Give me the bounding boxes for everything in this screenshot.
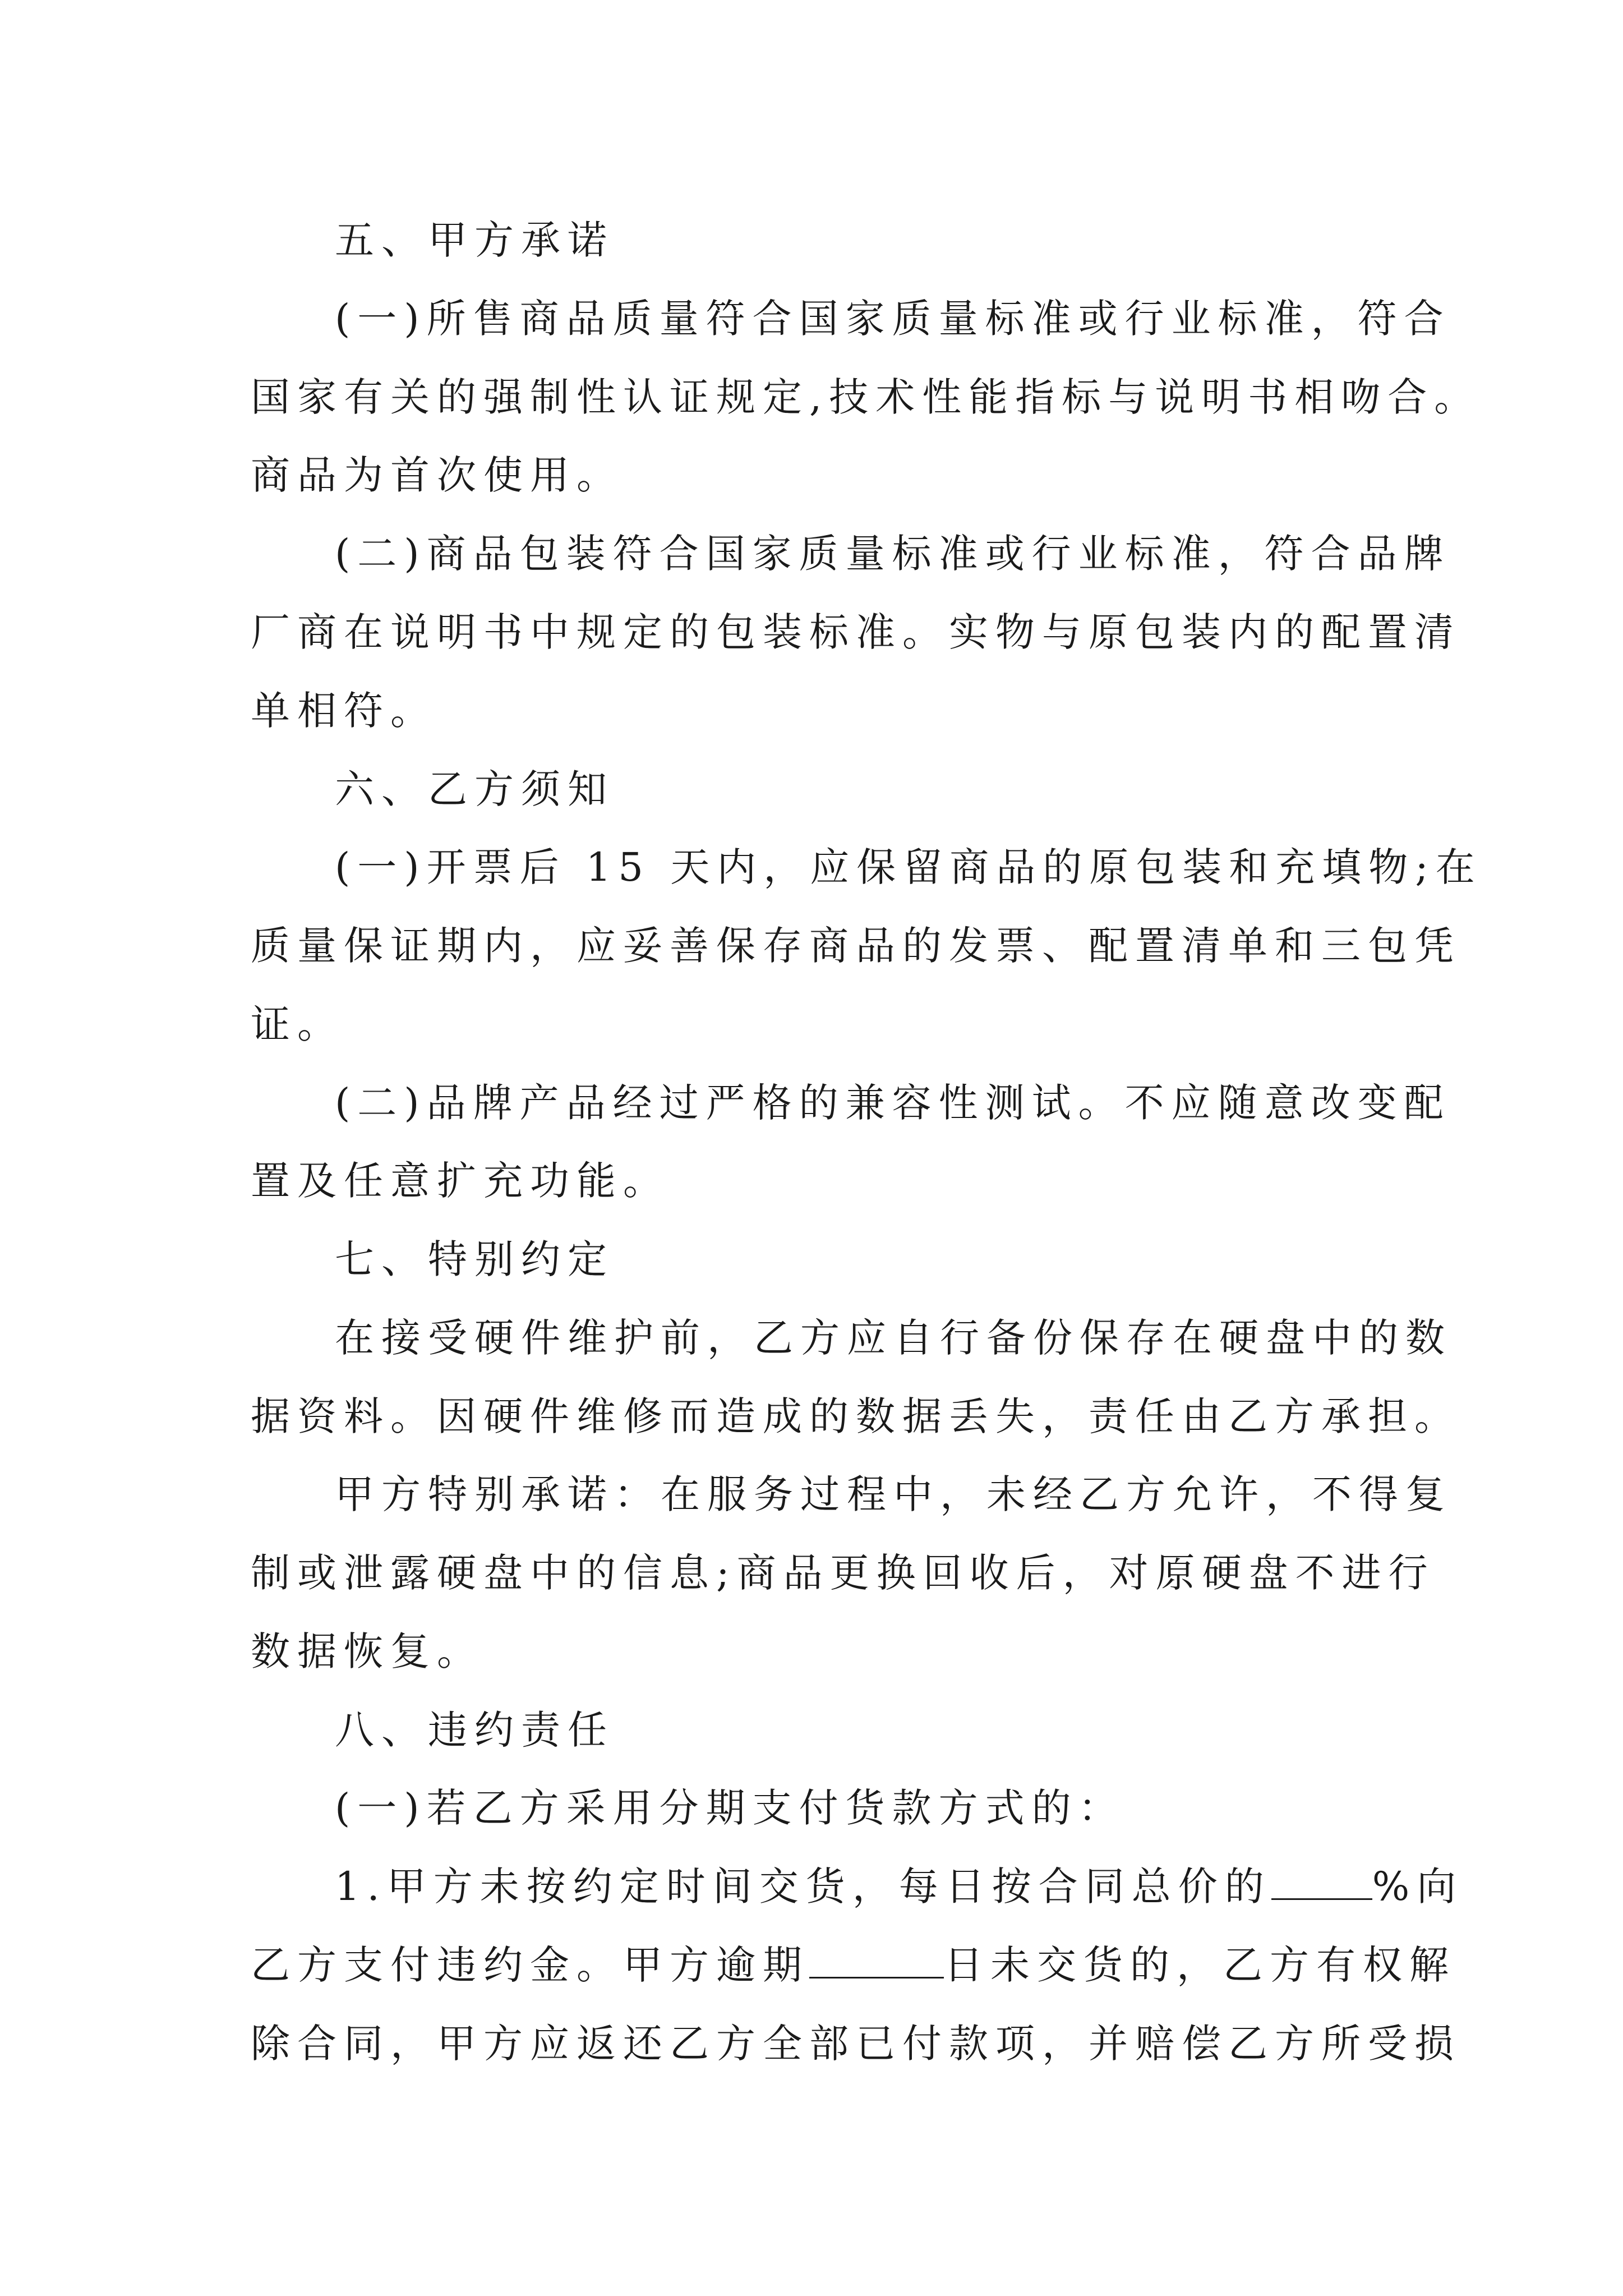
fill-in-blank — [1271, 1864, 1372, 1900]
section-heading-6: 六、乙方须知 — [335, 766, 614, 812]
paragraph-line: 据资料。因硬件维修而造成的数据丢失，责任由乙方承担。 — [251, 1393, 1461, 1439]
paragraph-line: 单相符。 — [251, 688, 437, 734]
paragraph-line: 厂商在说明书中规定的包装标准。实物与原包装内的配置清 — [251, 609, 1461, 655]
paragraph-line: 质量保证期内，应妥善保存商品的发票、配置清单和三包凭 — [251, 923, 1461, 969]
paragraph-line: 商品为首次使用。 — [251, 452, 623, 498]
line-text: %向 — [1372, 1864, 1464, 1910]
section-heading-8: 八、违约责任 — [335, 1707, 614, 1753]
paragraph-line: 制或泄露硬盘中的信息;商品更换回收后，对原硬盘不进行 — [251, 1550, 1435, 1596]
paragraph-line: (一)开票后 15 天内，应保留商品的原包装和充填物;在 — [335, 844, 1482, 890]
section-heading-7: 七、特别约定 — [335, 1236, 614, 1282]
paragraph-line: (一)所售商品质量符合国家质量标准或行业标准，符合 — [335, 296, 1451, 342]
paragraph-line: 证。 — [251, 1001, 344, 1047]
paragraph-line: 数据恢复。 — [251, 1628, 483, 1674]
line-text: 1.甲方未按约定时间交货，每日按合同总价的 — [335, 1864, 1271, 1910]
paragraph-line-with-blank — [251, 1937, 1456, 1993]
paragraph-line: 甲方特别承诺：在服务过程中，未经乙方允许，不得复 — [335, 1471, 1452, 1517]
paragraph-line: (二)商品包装符合国家质量标准或行业标准，符合品牌 — [335, 531, 1451, 577]
line-text: 日未交货的，乙方有权解 — [944, 1942, 1456, 1988]
paragraph-line: (一)若乙方采用分期支付货款方式的： — [335, 1785, 1125, 1831]
paragraph-line: 在接受硬件维护前，乙方应自行备份保存在硬盘中的数 — [335, 1315, 1452, 1361]
fill-in-blank — [809, 1942, 944, 1978]
paragraph-line: 国家有关的强制性认证规定,技术性能指标与说明书相吻合。 — [251, 374, 1481, 420]
paragraph-line: 除合同，甲方应返还乙方全部已付款项，并赔偿乙方所受损 — [251, 2021, 1461, 2067]
section-heading-5: 五、甲方承诺 — [335, 217, 614, 263]
paragraph-line-with-blank — [335, 1858, 1463, 1915]
paragraph-line: 置及任意扩充功能。 — [251, 1158, 670, 1204]
line-text: 乙方支付违约金。甲方逾期 — [251, 1942, 809, 1988]
paragraph-line: (二)品牌产品经过严格的兼容性测试。不应随意改变配 — [335, 1080, 1451, 1126]
